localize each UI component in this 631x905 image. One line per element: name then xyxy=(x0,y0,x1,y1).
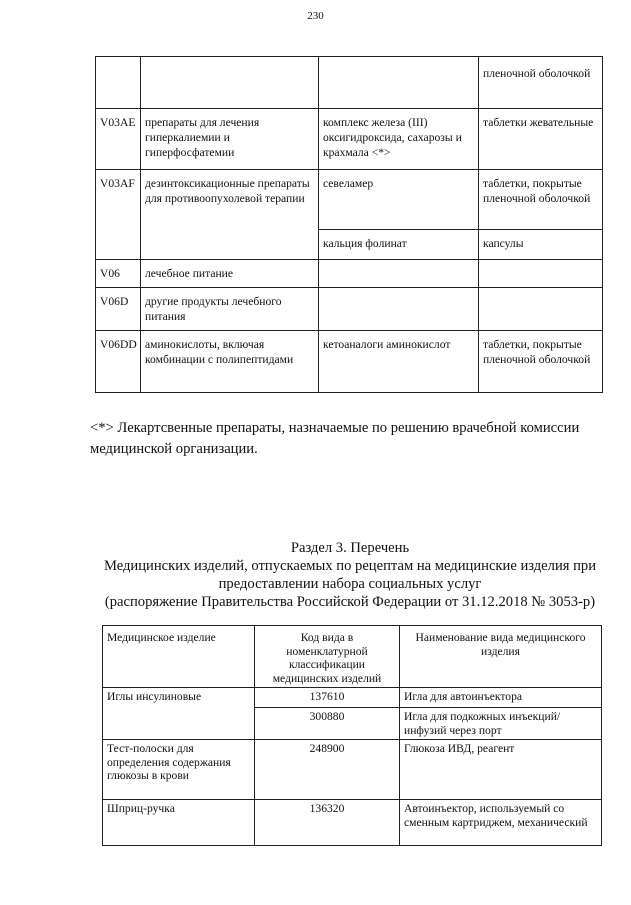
table-header-row xyxy=(103,626,602,688)
dosage-form-cell: капсулы xyxy=(479,230,603,260)
atc-code-cell: V03AE xyxy=(96,109,141,170)
section-title: Раздел 3. Перечень xyxy=(290,540,410,556)
dosage-form-cell: таблетки, покрытые пленочной оболочкой xyxy=(479,170,603,230)
section-decree: (распоряжение Правительства Российской Федерации от 31.12.2018 № 3053-р) xyxy=(104,594,596,610)
kind-cell: Глюкоза ИВД, реагент xyxy=(400,740,602,800)
dosage-form-cell: пленочной оболочкой xyxy=(479,57,603,109)
atc-code-cell: V06D xyxy=(96,288,141,331)
medicines-table xyxy=(95,56,603,393)
footnote: <*> Лекартсвенные препараты, назначаемые по решению врачебной комиссии медицинской организации. xyxy=(90,420,580,457)
header-kind: Наименование вида медицинского изделия xyxy=(400,626,602,688)
substance-cell xyxy=(319,288,479,331)
substance-cell: кальция фолинат xyxy=(319,230,479,260)
atc-code-cell: V03AF xyxy=(96,170,141,260)
device-cell: Шприц-ручка xyxy=(103,800,255,846)
table-row xyxy=(96,260,603,288)
dosage-form-cell xyxy=(479,260,603,288)
section-heading xyxy=(60,539,631,611)
device-cell: Иглы инсулиновые xyxy=(103,688,255,740)
substance-cell: комплекс железа (III) оксигидроксида, сахарозы и крахмала <*> xyxy=(319,109,479,170)
substance-cell: севеламер xyxy=(319,170,479,230)
table-row xyxy=(96,57,603,109)
group-cell: другие продукты лечебного питания xyxy=(141,288,319,331)
group-cell: аминокислоты, включая комбинации с полипептидами xyxy=(141,331,319,393)
code-cell: 137610 xyxy=(255,688,400,708)
device-cell: Тест-полоски для определения содержания глюкозы в крови xyxy=(103,740,255,800)
table-row xyxy=(96,109,603,170)
kind-cell: Игла для автоинъектора xyxy=(400,688,602,708)
table-row xyxy=(103,740,602,800)
table-row xyxy=(96,331,603,393)
group-cell: дезинтоксикационные препараты для противоопухолевой терапии xyxy=(141,170,319,260)
dosage-form-cell xyxy=(479,288,603,331)
group-cell: препараты для лечения гиперкалиемии и гиперфосфатемии xyxy=(141,109,319,170)
table-row xyxy=(103,800,602,846)
section-subtitle: Медицинских изделий, отпускаемых по рецептам на медицинские изделия при xyxy=(103,558,597,574)
table-row xyxy=(103,688,602,708)
atc-code-cell: V06 xyxy=(96,260,141,288)
code-cell: 136320 xyxy=(255,800,400,846)
page-number: 230 xyxy=(307,10,324,22)
section-subtitle-cont: предоставлении набора социальных услуг xyxy=(218,576,482,592)
header-code: Код вида в номенклатурной классификации медицинских изделий xyxy=(255,626,400,688)
substance-cell xyxy=(319,57,479,109)
kind-cell: Игла для подкожных инъекций/инфузий через порт xyxy=(400,708,602,740)
dosage-form-cell: таблетки, покрытые пленочной оболочкой xyxy=(479,331,603,393)
medical-devices-table xyxy=(102,625,602,846)
dosage-form-cell: таблетки жевательные xyxy=(479,109,603,170)
code-cell: 300880 xyxy=(255,708,400,740)
substance-cell xyxy=(319,260,479,288)
code-cell: 248900 xyxy=(255,740,400,800)
atc-code-cell: V06DD xyxy=(96,331,141,393)
kind-cell: Автоинъектор, используемый со сменным картриджем, механический xyxy=(400,800,602,846)
substance-cell: кетоаналоги аминокислот xyxy=(319,331,479,393)
table-row xyxy=(96,288,603,331)
header-device: Медицинское изделие xyxy=(103,626,255,688)
group-cell xyxy=(141,57,319,109)
atc-code-cell xyxy=(96,57,141,109)
table-row xyxy=(96,170,603,230)
group-cell: лечебное питание xyxy=(141,260,319,288)
